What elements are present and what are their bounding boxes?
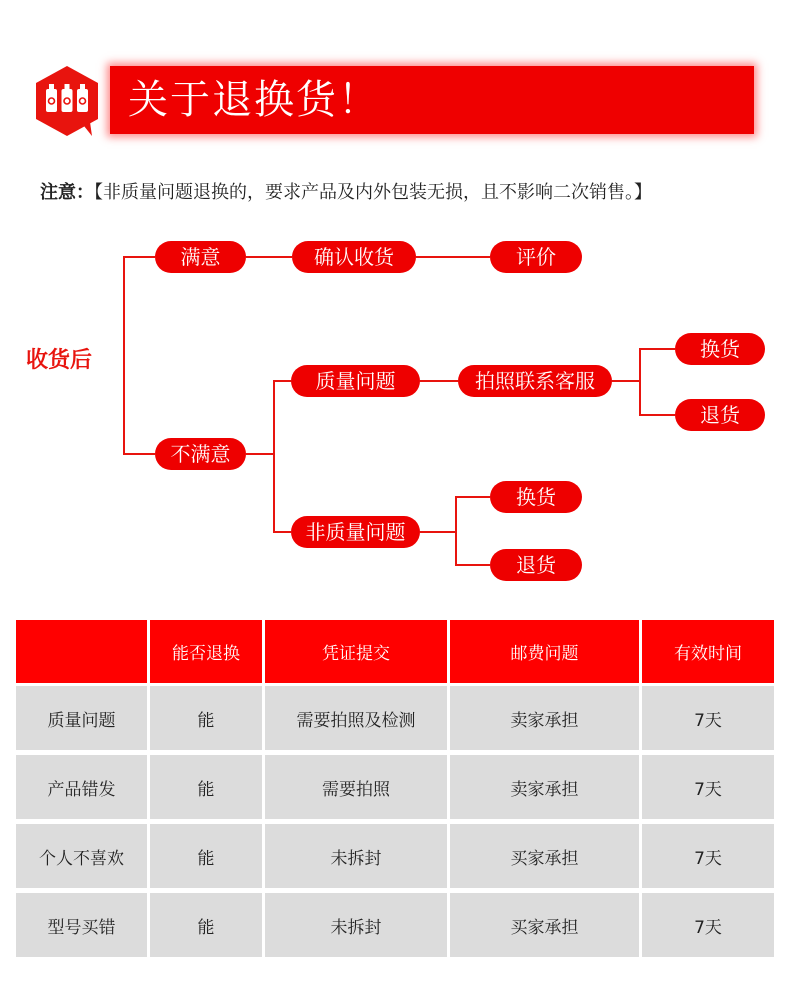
flow-node-review: 评价 (490, 241, 582, 273)
table-row (16, 755, 774, 819)
table-cell: 能 (150, 893, 262, 957)
table-cell: 买家承担 (450, 824, 639, 888)
flow-node-quality: 质量问题 (291, 365, 420, 397)
flow-node-return-1: 退货 (675, 399, 765, 431)
table-cell: 卖家承担 (450, 686, 639, 750)
notice-text: 【非质量问题退换的，要求产品及内外包装无损，且不影响二次销售。】 (94, 182, 652, 203)
table-header-cell: 凭证提交 (265, 620, 447, 683)
page-title: 关于退换货！ (128, 77, 380, 123)
table-cell: 7天 (642, 824, 774, 888)
table-cell: 能 (150, 686, 262, 750)
table-cell: 需要拍照及检测 (265, 686, 447, 750)
table-cell: 能 (150, 824, 262, 888)
table-row (16, 686, 774, 750)
flow-node-non-quality: 非质量问题 (291, 516, 420, 548)
table-cell: 7天 (642, 893, 774, 957)
flow-node-unsatisfied: 不满意 (155, 438, 246, 470)
table-cell: 需要拍照 (265, 755, 447, 819)
flow-node-satisfied: 满意 (155, 241, 246, 273)
table-header-cell: 有效时间 (642, 620, 774, 683)
flow-node-photo-contact: 拍照联系客服 (458, 365, 612, 397)
table-header-row (16, 620, 774, 683)
flow-root-label: 收货后 (26, 348, 93, 373)
table-header-cell: 邮费问题 (450, 620, 639, 683)
flow-node-exchange-1: 换货 (675, 333, 765, 365)
flow-node-exchange-2: 换货 (490, 481, 582, 513)
table-cell: 7天 (642, 686, 774, 750)
table-row (16, 824, 774, 888)
flow-node-return-2: 退货 (490, 549, 582, 581)
table-header-cell (16, 620, 147, 683)
table-cell: 未拆封 (265, 824, 447, 888)
table-cell: 能 (150, 755, 262, 819)
table-header-cell: 能否退换 (150, 620, 262, 683)
table-cell: 7天 (642, 755, 774, 819)
table-cell: 买家承担 (450, 893, 639, 957)
table-row (16, 893, 774, 957)
table-cell: 质量问题 (16, 686, 147, 750)
table-cell: 产品错发 (16, 755, 147, 819)
table-cell: 卖家承担 (450, 755, 639, 819)
table-cell: 型号买错 (16, 893, 147, 957)
flow-node-confirm: 确认收货 (292, 241, 416, 273)
table-cell: 未拆封 (265, 893, 447, 957)
table-cell: 个人不喜欢 (16, 824, 147, 888)
notice-label: 注意： (40, 182, 94, 203)
